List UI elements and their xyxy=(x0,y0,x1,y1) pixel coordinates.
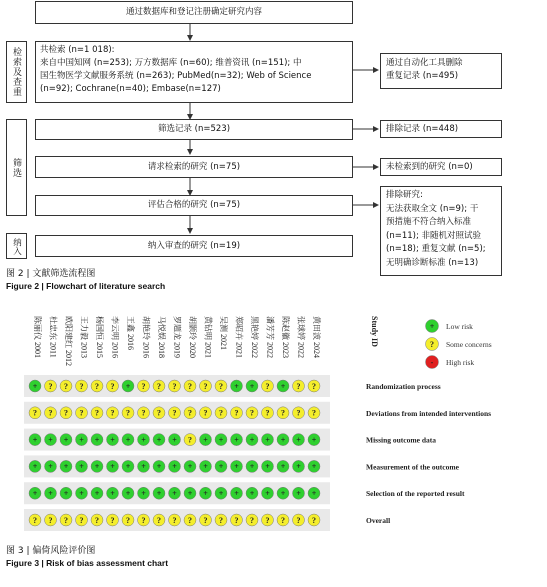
judgement-symbol: + xyxy=(63,489,69,498)
legend-label: High risk xyxy=(446,358,475,367)
judgement-symbol: ? xyxy=(95,381,99,391)
judgement-symbol: + xyxy=(156,435,162,445)
judgement-symbol: + xyxy=(125,381,131,391)
judgement-symbol: ? xyxy=(95,408,99,418)
duplicate-line: 通过自动化工具删除 xyxy=(386,58,463,68)
judgement-symbol: ? xyxy=(250,515,254,525)
judgement-symbol: + xyxy=(203,435,208,445)
study-label: 陈丽仪 2001 xyxy=(33,316,42,358)
judgement-symbol: ? xyxy=(33,408,37,418)
judgement-symbol: + xyxy=(234,381,239,391)
judgement-symbol: ? xyxy=(188,515,192,525)
judgement-symbol: ? xyxy=(265,515,270,525)
study-id-header: Study ID xyxy=(370,316,379,347)
judgement-symbol: ? xyxy=(234,408,239,418)
judgement-symbol: + xyxy=(110,462,115,472)
exclude2-box xyxy=(380,186,502,276)
judgement-symbol: ? xyxy=(188,381,192,391)
include-box-text: 纳入审查的研究 (n=19) xyxy=(147,240,241,251)
judgement-symbol: + xyxy=(110,435,115,445)
include-box xyxy=(35,235,353,257)
side-label-include-text: 纳入 xyxy=(11,237,22,255)
judgement-symbol: ? xyxy=(219,408,223,418)
judgement-symbol: + xyxy=(172,435,177,445)
judgement-symbol: ? xyxy=(188,408,192,418)
judgement-symbol: + xyxy=(110,489,115,498)
judgement-symbol: + xyxy=(63,462,69,472)
judgement-symbol: ? xyxy=(172,515,177,525)
study-label: 黑艳婷 2022 xyxy=(250,316,259,358)
judgement-symbol: ? xyxy=(79,408,84,418)
study-label: 杜忠东 2011 xyxy=(48,316,58,358)
figure2-caption-en: Figure 2 | Flowchart of literature search xyxy=(6,281,166,291)
judgement-symbol: ? xyxy=(157,381,161,391)
judgement-symbol: + xyxy=(141,435,146,445)
judgement-symbol: + xyxy=(218,489,224,498)
notfound-box-text: 未检索到的研究 (n=0) xyxy=(386,162,473,172)
judgement-symbol: ? xyxy=(265,381,270,391)
judgement-symbol: ? xyxy=(203,408,208,418)
judgement-symbol: ? xyxy=(110,408,115,418)
judgement-symbol: + xyxy=(265,435,270,445)
exclude2-line: 无法获取全文 (n=9); 干 xyxy=(386,203,479,214)
judgement-symbol: + xyxy=(218,435,224,445)
domain-label: Randomization process xyxy=(366,382,441,391)
exclude-box-text: 排除记录 (n=448) xyxy=(386,124,459,134)
judgement-symbol: + xyxy=(141,462,146,472)
exclude2-line: 预措施不符合纳入标准 xyxy=(386,217,472,227)
figure2-caption-cn: 图 2 | 文献筛选流程图 xyxy=(6,269,96,279)
judgement-symbol: + xyxy=(265,489,270,498)
judgement-symbol: ? xyxy=(296,408,301,418)
judgement-symbol: + xyxy=(32,381,38,391)
judgement-symbol: ? xyxy=(312,515,316,525)
domain-label: Overall xyxy=(366,516,391,525)
search-line: 来自中国知网 (n=253); 万方数据库 (n=60); 维普资讯 (n=151); 中 xyxy=(40,58,302,68)
judgement-symbol: ? xyxy=(79,515,84,525)
eval-box xyxy=(35,195,353,216)
search-line: 共检索 (n=1 018): xyxy=(40,45,115,55)
study-label: 王力毅 2013 xyxy=(79,316,89,358)
study-label: 罗题龙 2019 xyxy=(172,316,182,358)
side-label-search xyxy=(6,41,27,103)
judgement-symbol: + xyxy=(156,462,162,472)
exclude2-line: (n=18); 重复文献 (n=5); xyxy=(386,244,486,254)
judgement-symbol: ? xyxy=(79,381,84,391)
study-label: 李云明 2016 xyxy=(110,316,120,358)
judgement-symbol: ? xyxy=(48,381,53,391)
study-label: 郑昭卉 2021 xyxy=(234,316,244,358)
study-label: 马悦娱 2018 xyxy=(157,316,166,358)
judgement-symbol: ? xyxy=(203,381,208,391)
judgement-symbol: + xyxy=(203,462,208,472)
judgement-symbol: + xyxy=(249,462,255,472)
judgement-symbol: ? xyxy=(172,408,177,418)
judgement-symbol: + xyxy=(296,435,301,445)
legend-symbol: - xyxy=(430,358,434,367)
judgement-symbol: ? xyxy=(141,515,146,525)
side-label-include xyxy=(6,233,27,259)
study-label: 胡颢玲 2020 xyxy=(188,316,197,358)
judgement-symbol: ? xyxy=(219,381,223,391)
judgement-symbol: + xyxy=(249,381,255,391)
judgement-symbol: ? xyxy=(48,408,53,418)
study-label: 杨国恒 2015 xyxy=(95,316,104,358)
judgement-symbol: ? xyxy=(188,435,192,445)
screen-box-text: 筛选记录 (n=523) xyxy=(157,124,231,134)
judgement-symbol: ? xyxy=(33,515,37,525)
judgement-symbol: + xyxy=(32,462,38,472)
study-label: 潘芳芳 2022 xyxy=(265,316,275,358)
judgement-symbol: + xyxy=(280,381,286,391)
domain-label: Deviations from intended interventions xyxy=(366,408,492,418)
domain-label: Selection of the reported result xyxy=(366,489,465,499)
judgement-symbol: ? xyxy=(110,515,115,525)
search-line: (n=92); Cochrane(n=40); Embase(n=127) xyxy=(40,84,221,94)
judgement-symbol: ? xyxy=(95,515,99,525)
domain-label: Measurement of the outcome xyxy=(366,462,459,472)
side-label-search-text: 检索及查重 xyxy=(11,47,21,97)
judgement-symbol: ? xyxy=(312,408,316,418)
judgement-symbol: + xyxy=(249,435,255,445)
judgement-symbol: + xyxy=(203,489,208,498)
judgement-symbol: + xyxy=(172,489,177,498)
judgement-symbol: + xyxy=(79,489,84,498)
side-label-screen xyxy=(6,119,27,216)
judgement-symbol: + xyxy=(249,489,255,498)
study-label: 王鑫 2016 xyxy=(126,316,135,350)
legend-symbol: ? xyxy=(430,340,434,349)
judgement-symbol: + xyxy=(187,462,193,472)
judgement-symbol: + xyxy=(48,462,53,472)
legend-label: Some concerns xyxy=(446,340,492,349)
judgement-symbol: ? xyxy=(110,381,115,391)
study-label: 黄田波 2024 xyxy=(312,316,321,358)
judgement-symbol: + xyxy=(296,489,301,498)
judgement-symbol: + xyxy=(265,462,270,472)
top-box-text: 通过数据库和登记注册确定研究内容 xyxy=(125,7,262,17)
judgement-symbol: + xyxy=(311,435,317,445)
judgement-symbol: + xyxy=(125,462,131,472)
judgement-symbol: ? xyxy=(48,515,53,525)
judgement-symbol: ? xyxy=(172,381,177,391)
judgement-symbol: ? xyxy=(64,381,68,391)
judgement-symbol: + xyxy=(311,489,317,498)
study-label: 张球婷 2022 xyxy=(296,316,306,358)
exclude-box xyxy=(380,120,502,138)
judgement-symbol: + xyxy=(234,435,239,445)
duplicate-line: 重复记录 (n=495) xyxy=(386,71,459,81)
judgement-symbol: ? xyxy=(203,515,208,525)
judgement-symbol: + xyxy=(234,489,239,498)
notfound-box xyxy=(380,158,502,176)
judgement-symbol: ? xyxy=(64,408,68,418)
domain-label: Missing outcome data xyxy=(366,435,436,445)
judgement-symbol: ? xyxy=(296,381,301,391)
study-label: 陈赵徽 2023 xyxy=(281,316,290,358)
judgement-symbol: + xyxy=(48,435,53,445)
screen-box xyxy=(35,119,353,140)
judgement-symbol: + xyxy=(141,489,146,498)
exclude2-line: 无明确诊断标准 (n=13) xyxy=(386,257,479,268)
search-line: 国生物医学文献服务系统 (n=263); PubMed(n=32); Web of Science xyxy=(40,71,312,81)
exclude2-line: 排除研究: xyxy=(386,190,423,200)
duplicate-box xyxy=(380,53,502,89)
exclude2-line: (n=11); 非随机对照试验 xyxy=(386,230,482,241)
judgement-symbol: ? xyxy=(312,381,316,391)
judgement-symbol: + xyxy=(280,435,286,445)
judgement-symbol: + xyxy=(94,462,100,472)
judgement-symbol: ? xyxy=(219,515,223,525)
legend-label: Low risk xyxy=(446,322,473,331)
judgement-symbol: + xyxy=(125,435,131,445)
judgement-symbol: ? xyxy=(64,515,68,525)
request-box xyxy=(35,156,353,178)
judgement-symbol: ? xyxy=(250,408,254,418)
judgement-symbol: ? xyxy=(126,515,130,525)
judgement-symbol: + xyxy=(280,489,286,498)
study-label: 欧阳建红 2012 xyxy=(64,316,73,366)
judgement-symbol: ? xyxy=(234,515,239,525)
judgement-symbol: + xyxy=(125,489,131,498)
judgement-symbol: + xyxy=(32,435,38,445)
judgement-symbol: + xyxy=(296,462,301,472)
judgement-symbol: ? xyxy=(141,381,146,391)
judgement-symbol: + xyxy=(280,462,286,472)
judgement-symbol: + xyxy=(234,462,239,472)
judgement-symbol: + xyxy=(187,489,193,498)
judgement-symbol: + xyxy=(156,489,162,498)
study-label: 胡艳玲 2016 xyxy=(141,316,151,358)
judgement-symbol: ? xyxy=(126,408,130,418)
judgement-symbol: + xyxy=(32,489,38,498)
risk-of-bias-chart xyxy=(0,300,547,540)
judgement-symbol: ? xyxy=(281,408,285,418)
judgement-symbol: ? xyxy=(141,408,146,418)
judgement-symbol: + xyxy=(48,489,53,498)
judgement-symbol: + xyxy=(63,435,69,445)
study-label: 吴测 2021 xyxy=(219,316,228,350)
legend-symbol: + xyxy=(429,322,435,331)
figure3-caption-en: Figure 3 | Risk of bias assessment chart xyxy=(6,558,169,568)
search-box xyxy=(35,41,353,103)
top-box xyxy=(35,1,353,24)
figure3-caption-cn: 图 3 | 偏倚风险评价图 xyxy=(6,546,96,556)
judgement-symbol: + xyxy=(94,435,100,445)
judgement-symbol: + xyxy=(94,489,100,498)
side-label-screen-text: 筛选 xyxy=(11,157,21,178)
judgement-symbol: ? xyxy=(281,515,285,525)
request-box-text: 请求检索的研究 (n=75) xyxy=(147,161,241,172)
eval-box-text: 评估合格的研究 (n=75) xyxy=(147,200,241,210)
judgement-symbol: ? xyxy=(157,515,161,525)
judgement-symbol: + xyxy=(79,435,84,445)
judgement-symbol: + xyxy=(218,462,224,472)
judgement-symbol: + xyxy=(311,462,317,472)
judgement-symbol: ? xyxy=(265,408,270,418)
judgement-symbol: + xyxy=(79,462,84,472)
judgement-symbol: ? xyxy=(157,408,161,418)
judgement-symbol: + xyxy=(172,462,177,472)
judgement-symbol: ? xyxy=(296,515,301,525)
study-label: 黄钻明 2021 xyxy=(203,316,213,358)
